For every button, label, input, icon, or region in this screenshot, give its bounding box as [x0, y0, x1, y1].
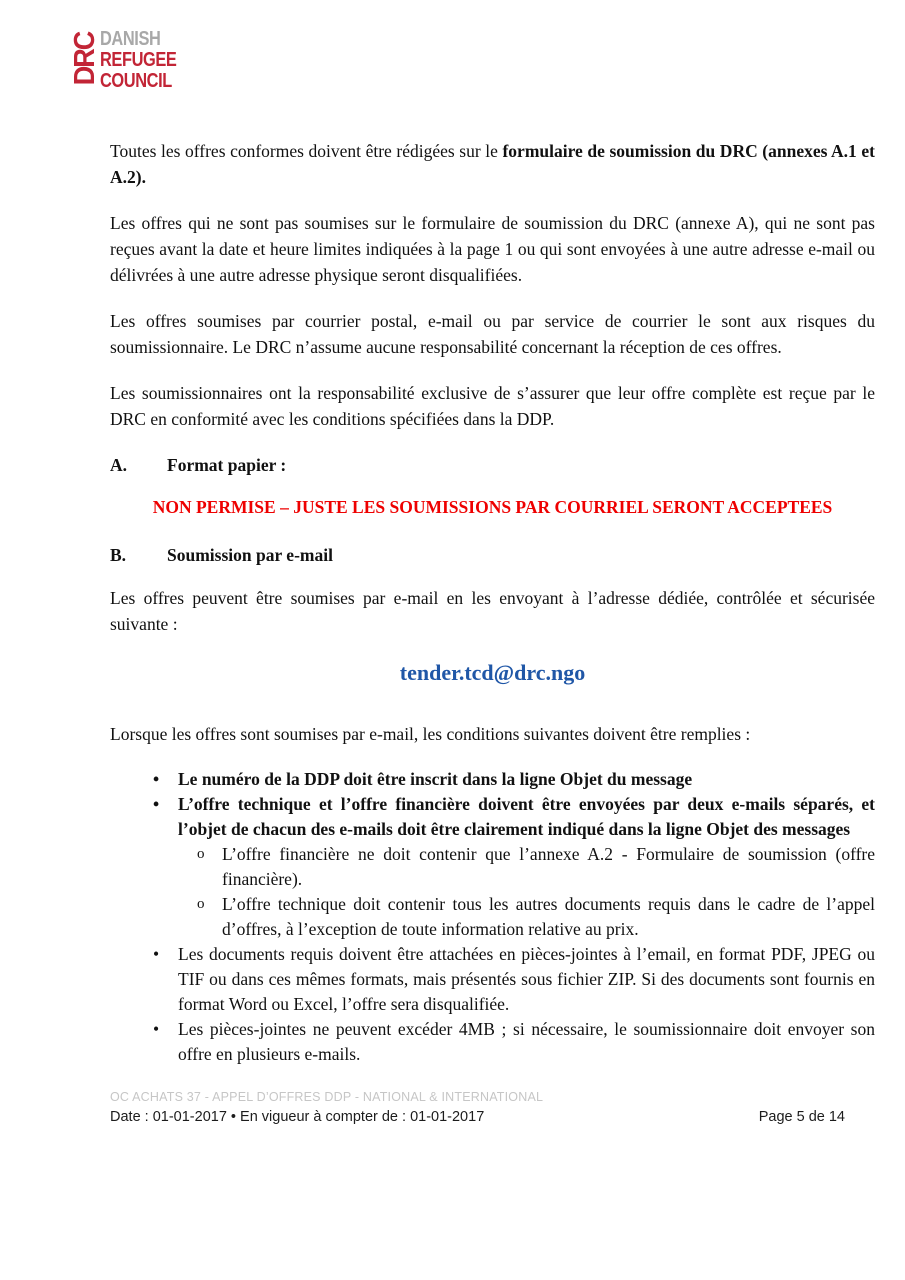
- list-item: [110, 792, 875, 842]
- logo-line-refugee: REFUGEE: [100, 49, 177, 71]
- section-a-label: A.: [110, 455, 128, 475]
- paragraph-risk: Les offres soumises par courrier postal, e-mail ou par service de courrier le sont aux risques du soumissionnaire. Le DRC n’assume aucune responsabilité concernant la réception de ces offres.: [110, 311, 875, 357]
- tender-email-line: [110, 657, 875, 690]
- drc-logo: [0, 0, 300, 120]
- list-item-text: Le numéro de la DDP doit être inscrit dans la ligne Objet du message: [178, 769, 693, 789]
- drc-logo-mark: DRC: [68, 32, 101, 86]
- circle-bullet-icon: o: [197, 846, 205, 862]
- paragraph-conform-offers-text: Toutes les offres conformes doivent être rédigées sur le: [110, 141, 503, 161]
- circle-bullet-icon: o: [197, 896, 205, 912]
- page-footer: [110, 1089, 845, 1128]
- footer-meta-row: [110, 1106, 845, 1128]
- conditions-list: [110, 767, 875, 1067]
- list-item: [110, 1017, 875, 1067]
- bullet-icon: •: [153, 944, 160, 964]
- paragraph-conditions-intro: Lorsque les offres sont soumises par e-mail, les conditions suivantes doivent être remplies :: [110, 724, 751, 744]
- bullet-icon: •: [153, 769, 160, 789]
- section-b-heading: [110, 542, 875, 568]
- document-content: [110, 138, 875, 1067]
- section-a-title: Format papier :: [167, 455, 287, 475]
- section-a-heading: [110, 452, 875, 478]
- list-item-text: L’offre technique doit contenir tous les autres documents requis dans le cadre de l’appel d’offres, à l’exception de toute information relative au prix.: [222, 894, 875, 939]
- list-item: [110, 842, 875, 892]
- section-b-label: B.: [110, 545, 127, 565]
- logo-line-danish: DANISH: [100, 28, 161, 50]
- logo-line-council: COUNCIL: [100, 70, 172, 92]
- paragraph-email-submission: Les offres peuvent être soumises par e-mail en les envoyant à l’adresse dédiée, contrôlée et sécurisée suivante :: [110, 588, 875, 634]
- list-item: [110, 942, 875, 1017]
- bullet-icon: •: [153, 1019, 160, 1039]
- paragraph-conform-offers-bold: formulaire de soumission du DRC (annexes A.1 et A.2).: [110, 141, 875, 187]
- footer-doc-reference: OC ACHATS 37 - APPEL D’OFFRES DDP - NATIONAL & INTERNATIONAL: [110, 1090, 544, 1104]
- section-b-title: Soumission par e-mail: [167, 545, 333, 565]
- list-item: [110, 892, 875, 942]
- list-item-text: Les pièces-jointes ne peuvent excéder 4MB ; si nécessaire, le soumissionnaire doit envoyer son offre en plusieurs e-mails.: [178, 1019, 875, 1064]
- list-item: [110, 767, 875, 792]
- paragraph-responsibility: Les soumissionnaires ont la responsabilité exclusive de s’assurer que leur offre complète est reçue par le DRC en conformité avec les conditions spécifiées dans la DDP.: [110, 383, 875, 429]
- list-item-text: Les documents requis doivent être attachées en pièces-jointes à l’email, en format PDF, JPEG ou TIF ou dans ces mêmes formats, mais présentés sous fichier ZIP. Si des documents sont fournis en format Word ou Excel, l’offre sera disqualifiée.: [178, 944, 875, 1014]
- paragraph-disqualification: Les offres qui ne sont pas soumises sur le formulaire de soumission du DRC (annexe A), qui ne sont pas reçues avant la date et heure limites indiquées à la page 1 ou qui sont envoyées à une autre adresse e-mail ou délivrées à une autre adresse physique seront disqualifiées.: [110, 213, 875, 285]
- footer-date: Date : 01-01-2017 • En vigueur à compter de : 01-01-2017: [110, 1109, 485, 1125]
- footer-page-number: Page 5 de 14: [758, 1109, 845, 1125]
- paper-not-permitted-alert: NON PERMISE – JUSTE LES SOUMISSIONS PAR COURRIEL SERONT ACCEPTEES: [152, 497, 833, 517]
- list-item-text: L’offre technique et l’offre financière doivent être envoyées par deux e-mails séparés, et l’objet de chacun des e-mails doit être clairement indiqué dans la ligne Objet des messages: [178, 794, 875, 839]
- drc-logo-wordmark: [100, 29, 176, 92]
- paragraph-conform-offers: [110, 138, 875, 190]
- tender-email-link[interactable]: tender.tcd@drc.ngo: [399, 660, 586, 685]
- list-item-text: L’offre financière ne doit contenir que l’annexe A.2 - Formulaire de soumission (offre financière).: [222, 844, 875, 889]
- bullet-icon: •: [153, 794, 160, 814]
